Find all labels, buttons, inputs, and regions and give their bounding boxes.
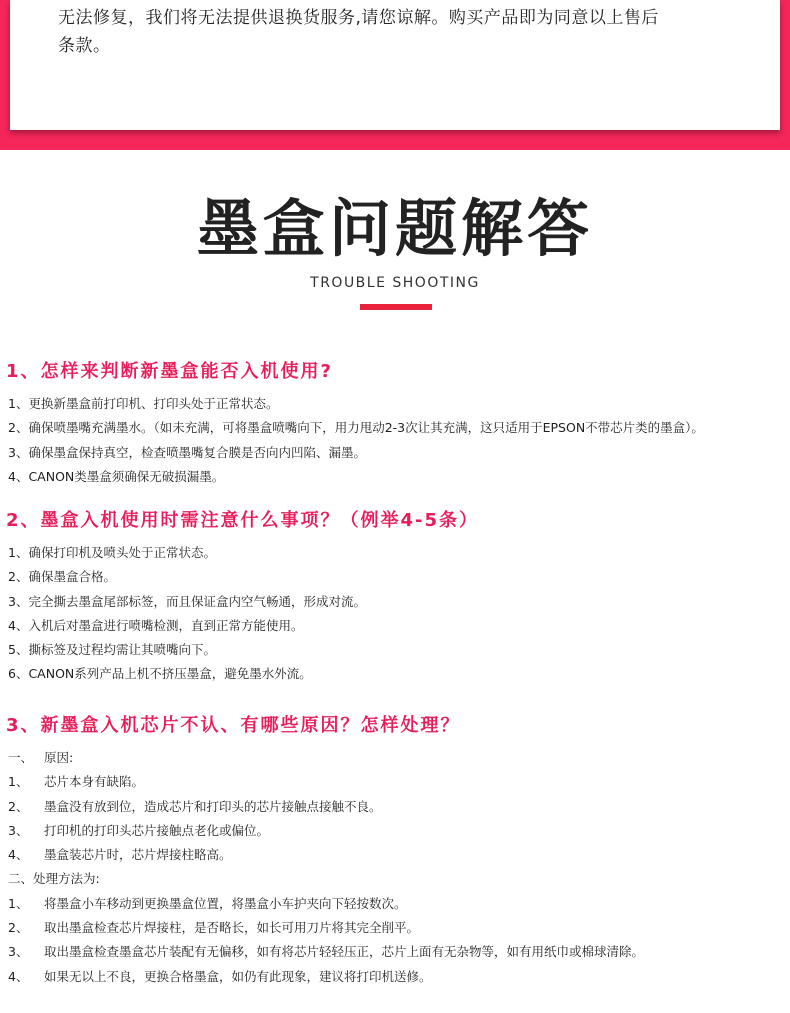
item-text: 取出墨盒检查墨盒芯片装配有无偏移，如有将芯片轻轻压正，芯片上面有无杂物等，如有用纸巾或棉球清除。 <box>44 944 645 960</box>
list-item <box>0 770 790 794</box>
list-item <box>0 819 790 843</box>
item-text: 芯片本身有缺陷。 <box>44 774 145 790</box>
faq-section-3 <box>0 714 790 989</box>
list-item <box>0 916 790 940</box>
notice-banner <box>0 0 790 150</box>
notice-line-2: 条款。 <box>58 36 111 56</box>
list-item <box>0 965 790 989</box>
item-text: 打印机的打印头芯片接触点老化或偏位。 <box>44 822 270 838</box>
item-number: 4、 <box>8 968 29 984</box>
list-item: 4、入机后对墨盒进行喷嘴检测，直到正常方能使用。 <box>8 617 304 633</box>
item-number: 2、 <box>8 920 29 936</box>
item-text: 原因: <box>44 750 74 765</box>
faq-section-1 <box>0 360 790 489</box>
notice-line-1: 无法修复，我们将无法提供退换货服务,请您谅解。购买产品即为同意以上售后 <box>58 8 659 28</box>
item-text: 墨盒装芯片时，芯片焊接柱略高。 <box>44 847 232 863</box>
list-item <box>0 843 790 867</box>
item-number: 3、 <box>8 944 29 960</box>
list-item: 2、确保墨盒合格。 <box>8 569 116 585</box>
faq-section-2 <box>0 509 790 687</box>
item-text: 墨盒没有放到位，造成芯片和打印头的芯片接触点接触不良。 <box>44 798 382 814</box>
item-text: 将墨盒小车移动到更换墨盒位置，将墨盒小车护夹向下轻按数次。 <box>44 895 407 911</box>
item-number: 1、 <box>8 774 29 790</box>
title-underline <box>360 304 432 310</box>
section-heading: 2、墨盒入机使用时需注意什么事项？（例举4-5条） <box>6 510 480 531</box>
item-number: 2、 <box>8 798 29 814</box>
page-title: 墨盒问题解答 <box>196 192 593 265</box>
list-item <box>0 795 790 819</box>
item-number: 1、 <box>8 895 29 911</box>
list-item <box>0 940 790 964</box>
item-number: 3、 <box>8 822 29 838</box>
list-item: 2、确保喷墨嘴充满墨水。（如未充满，可将墨盒喷嘴向下，用力甩动2-3次让其充满，这只适用于EPSON不带芯片类的墨盒）。 <box>8 420 704 436</box>
list-item: 3、完全撕去墨盒尾部标签，而且保证盒内空气畅通，形成对流。 <box>8 593 366 609</box>
page-subtitle: TROUBLE SHOOTING <box>310 275 480 291</box>
list-item: 1、更换新墨盒前打印机、打印头处于正常状态。 <box>8 396 279 411</box>
item-text: 二、处理方法为: <box>8 871 100 887</box>
section-heading: 1、怎样来判断新墨盒能否入机使用? <box>6 361 333 382</box>
item-text: 取出墨盒检查芯片焊接柱，是否略长，如长可用刀片将其完全削平。 <box>44 920 420 936</box>
item-text: 如果无以上不良，更换合格墨盒，如仍有此现象，建议将打印机送修。 <box>44 968 432 984</box>
list-item: 1、确保打印机及喷头处于正常状态。 <box>8 545 216 560</box>
item-number: 4、 <box>8 847 29 863</box>
list-item: 6、CANON系列产品上机不挤压墨盒，避免墨水外流。 <box>8 666 312 682</box>
list-item <box>0 867 790 891</box>
list-item: 3、确保墨盒保持真空，检查喷墨嘴复合膜是否向内凹陷、漏墨。 <box>8 444 366 460</box>
list-item: 4、CANON类墨盒须确保无破损漏墨。 <box>8 468 225 484</box>
list-item <box>0 746 790 770</box>
list-item: 5、撕标签及过程均需让其喷嘴向下。 <box>8 642 216 658</box>
list-item <box>0 892 790 916</box>
item-number: 一、 <box>8 750 34 765</box>
section-heading: 3、新墨盒入机芯片不认、有哪些原因？怎样处理？ <box>6 715 461 736</box>
notice-card <box>10 0 780 130</box>
